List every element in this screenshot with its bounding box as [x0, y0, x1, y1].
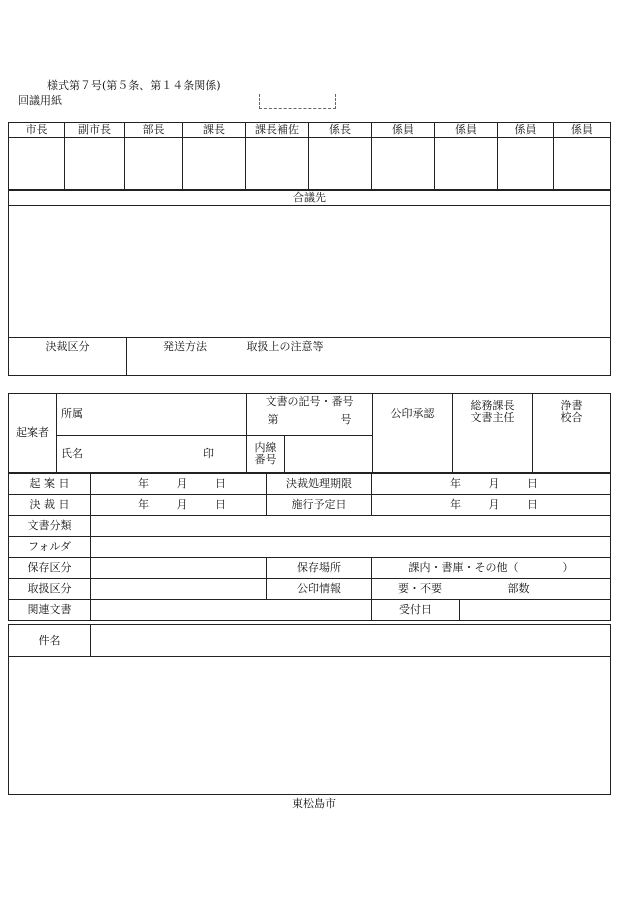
name-label: 氏名 [61, 447, 83, 460]
send-method-label: 発送方法 [163, 340, 207, 353]
drafter-label: 起案者 [9, 394, 57, 473]
month-label: 月 [488, 477, 500, 490]
approval-head-8: 係員 [498, 123, 554, 138]
approval-stamp-cell[interactable] [9, 138, 65, 190]
received-date-label: 受付日 [372, 600, 460, 621]
day-label: 日 [215, 477, 226, 490]
form-note: 様式第７号(第５条、第１４条関係) [47, 79, 221, 92]
affiliation-label: 所属 [61, 407, 83, 420]
draft-date-field[interactable] [91, 474, 267, 495]
approval-head-9: 係員 [554, 123, 611, 138]
approval-table [8, 122, 611, 190]
approval-stamp-cell[interactable] [65, 138, 125, 190]
disclosure-field[interactable] [372, 579, 611, 600]
details-table [8, 473, 611, 621]
seal-mark: 印 [203, 447, 214, 460]
extension-field[interactable] [285, 436, 373, 473]
consultation-area[interactable] [9, 206, 611, 338]
consultation-table [8, 190, 611, 376]
general-affairs-label-2: 文書主任 [470, 411, 515, 424]
extension-label-2: 番号 [254, 453, 277, 466]
clean-copy-label-1: 浄書 [560, 399, 583, 412]
decision-date-label: 決 裁 日 [9, 495, 91, 516]
general-affairs-label-1: 総務課長 [470, 399, 515, 412]
related-docs-field[interactable] [91, 600, 372, 621]
approval-stamp-cell[interactable] [246, 138, 309, 190]
year-label: 年 [450, 498, 461, 511]
approval-stamp-cell[interactable] [498, 138, 554, 190]
approval-stamp-cell[interactable] [309, 138, 372, 190]
approval-stamp-cell[interactable] [125, 138, 183, 190]
classification-field[interactable] [91, 516, 611, 537]
subject-label: 件名 [9, 625, 91, 657]
doc-number-label: 文書の記号・番号 [265, 395, 354, 408]
clean-copy-label-2: 校合 [560, 411, 583, 424]
decision-date-field[interactable] [91, 495, 267, 516]
approval-stamp-cell[interactable] [372, 138, 435, 190]
effective-date-label: 施行予定日 [267, 495, 372, 516]
retention-label: 保存区分 [9, 558, 91, 579]
effective-date-field[interactable] [372, 495, 611, 516]
month-label: 月 [176, 498, 188, 511]
approval-stamp-cell[interactable] [183, 138, 246, 190]
handling-field[interactable] [91, 579, 267, 600]
storage-place-value[interactable]: 課内・書庫・その他（ ） [372, 558, 611, 579]
decision-category-label: 決裁区分 [45, 340, 90, 353]
year-label: 年 [138, 498, 149, 511]
approval-head-2: 部長 [125, 123, 183, 138]
year-label: 年 [450, 477, 461, 490]
body-area[interactable] [9, 657, 611, 795]
retention-field[interactable] [91, 558, 267, 579]
approval-head-5: 係長 [309, 123, 372, 138]
approval-head-1: 副市長 [65, 123, 125, 138]
approval-head-6: 係員 [372, 123, 435, 138]
deadline-label: 決裁処理期限 [267, 474, 372, 495]
form-title: 回議用紙 [18, 94, 62, 107]
day-label: 日 [215, 498, 226, 511]
month-label: 月 [176, 477, 188, 490]
day-label: 日 [527, 498, 538, 511]
draft-date-label: 起 案 日 [9, 474, 91, 495]
subject-field[interactable] [91, 625, 611, 657]
related-docs-label: 関連文書 [9, 600, 91, 621]
approval-stamp-cell[interactable] [435, 138, 498, 190]
folder-field[interactable] [91, 537, 611, 558]
official-seal-label: 公印承認 [373, 394, 453, 473]
folder-label: フォルダ [9, 537, 91, 558]
consultation-title: 合議先 [9, 191, 611, 206]
approval-head-4: 課長補佐 [246, 123, 309, 138]
handling-notes-label: 取扱上の注意等 [246, 340, 324, 353]
copies-label: 部数 [507, 582, 530, 595]
classification-label: 文書分類 [9, 516, 91, 537]
doc-number-dai: 第 [267, 413, 279, 426]
doc-number-go: 号 [340, 413, 352, 426]
approval-head-0: 市長 [9, 123, 65, 138]
storage-place-label: 保存場所 [267, 558, 372, 579]
received-date-field[interactable] [460, 600, 611, 621]
extension-label-1: 内線 [254, 441, 277, 454]
day-label: 日 [527, 477, 538, 490]
handling-label: 取扱区分 [9, 579, 91, 600]
subject-table [8, 624, 611, 795]
year-label: 年 [138, 477, 149, 490]
stamp-box [259, 94, 336, 109]
city-name: 東松島市 [292, 797, 336, 810]
drafter-table [8, 393, 611, 473]
disclosure-value[interactable]: 要・不要 [398, 582, 442, 595]
approval-head-3: 課長 [183, 123, 246, 138]
deadline-field[interactable] [372, 474, 611, 495]
approval-head-7: 係員 [435, 123, 498, 138]
month-label: 月 [488, 498, 500, 511]
approval-stamp-cell[interactable] [554, 138, 611, 190]
disclosure-label: 公印情報 [267, 579, 372, 600]
